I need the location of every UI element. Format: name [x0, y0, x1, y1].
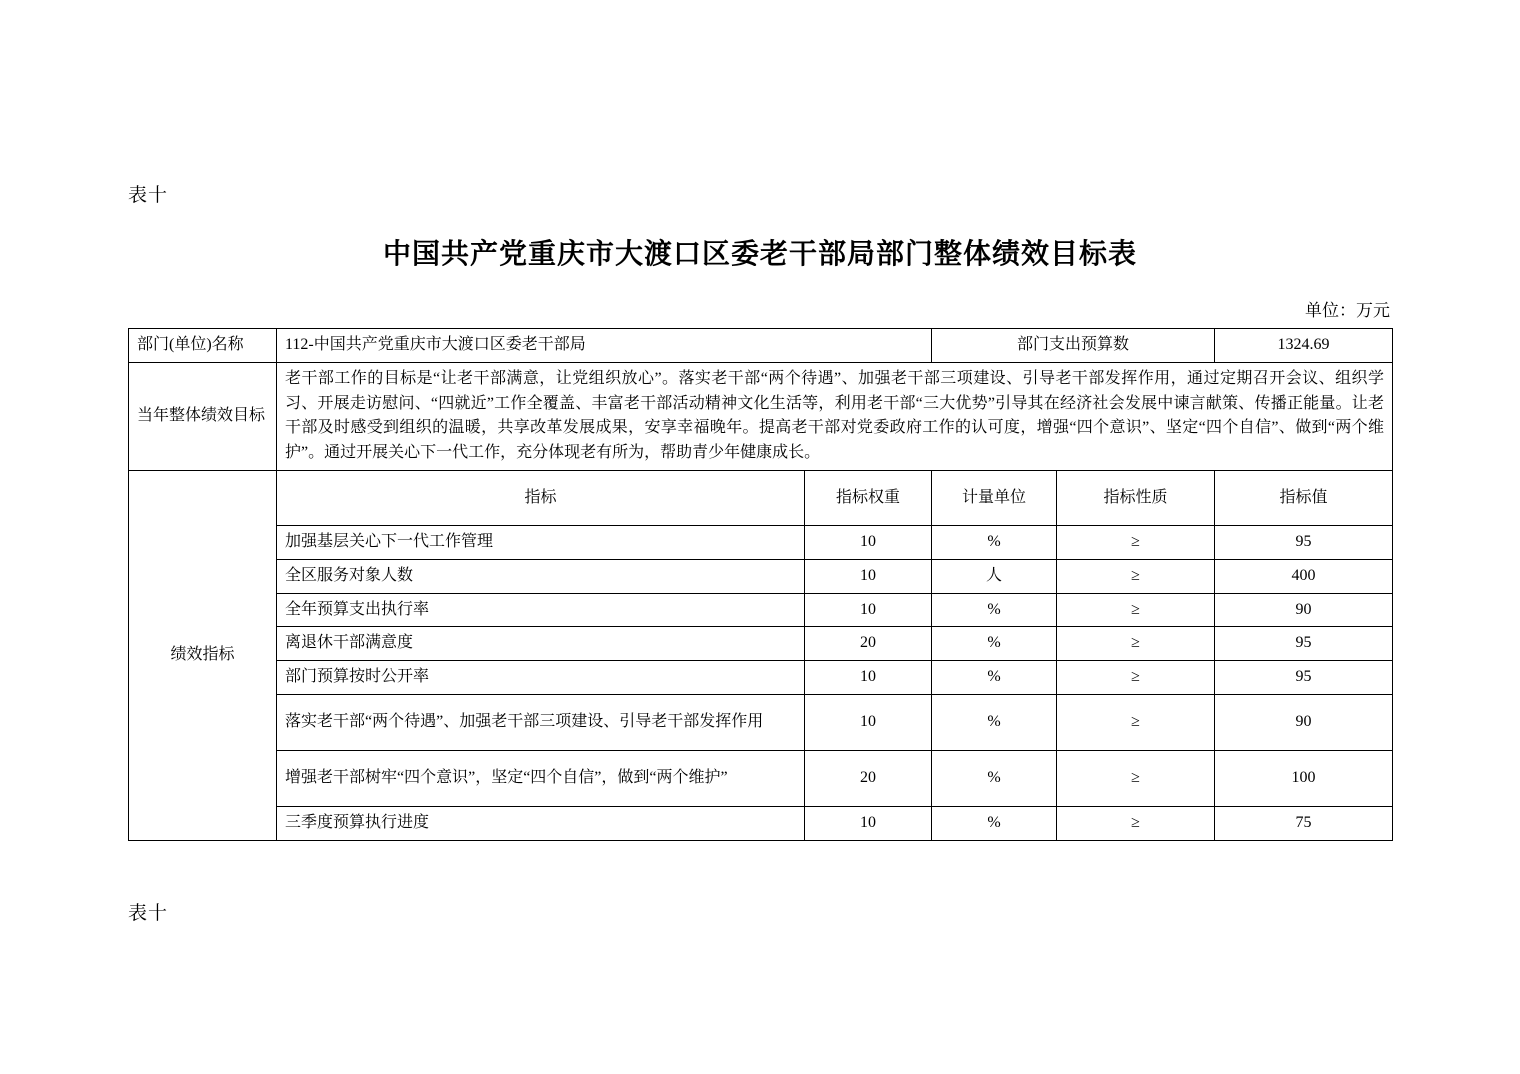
column-header-unit: 计量单位 [932, 470, 1057, 525]
column-header-value: 指标值 [1215, 470, 1393, 525]
column-header-indicator: 指标 [277, 470, 805, 525]
dept-name-value: 112-中国共产党重庆市大渡口区委老干部局 [277, 329, 932, 363]
table-row [129, 806, 1393, 840]
indicator-weight: 10 [805, 694, 932, 750]
table-row-annual-goal [129, 362, 1393, 470]
indicator-unit: % [932, 806, 1057, 840]
indicator-name: 落实老干部“两个待遇”、加强老干部三项建设、引导老干部发挥作用 [277, 694, 805, 750]
budget-label: 部门支出预算数 [932, 329, 1215, 363]
table-row-header [129, 470, 1393, 525]
indicator-value: 100 [1215, 750, 1393, 806]
performance-goal-table [128, 328, 1393, 841]
indicator-value: 90 [1215, 694, 1393, 750]
dept-name-label: 部门(单位)名称 [129, 329, 277, 363]
indicator-nature: ≥ [1057, 661, 1215, 695]
unit-note: 单位：万元 [1305, 301, 1390, 320]
indicator-value: 90 [1215, 593, 1393, 627]
indicator-value: 95 [1215, 627, 1393, 661]
indicator-weight: 10 [805, 559, 932, 593]
indicator-unit: % [932, 593, 1057, 627]
indicator-name: 加强基层关心下一代工作管理 [277, 525, 805, 559]
table-row [129, 559, 1393, 593]
indicator-value: 95 [1215, 525, 1393, 559]
indicator-value: 95 [1215, 661, 1393, 695]
indicator-name: 全区服务对象人数 [277, 559, 805, 593]
indicator-name: 部门预算按时公开率 [277, 661, 805, 695]
indicator-nature: ≥ [1057, 806, 1215, 840]
indicator-name: 离退休干部满意度 [277, 627, 805, 661]
indicator-unit: % [932, 525, 1057, 559]
indicator-nature: ≥ [1057, 525, 1215, 559]
annual-goal-text: 老干部工作的目标是“让老干部满意，让党组织放心”。落实老干部“两个待遇”、加强老干部三项建设、引导老干部发挥作用，通过定期召开会议、组织学习、开展走访慰问、“四就近”工作全覆盖、丰富老干部活动精神文化生活等，利用老干部“三大优势”引导其在经济社会发展中谏言献策、传播正能量。让老干部及时感受到组织的温暖，共享改革发展成果，安享幸福晚年。提高老干部对党委政府工作的认可度，增强“四个意识”、坚定“四个自信”、做到“两个维护”。通过开展关心下一代工作，充分体现老有所为，帮助青少年健康成长。 [277, 362, 1393, 470]
performance-indicator-label: 绩效指标 [129, 470, 277, 840]
indicator-nature: ≥ [1057, 593, 1215, 627]
indicator-weight: 10 [805, 525, 932, 559]
annual-goal-label: 当年整体绩效目标 [129, 362, 277, 470]
table-tag-top: 表十 [128, 185, 169, 206]
indicator-nature: ≥ [1057, 694, 1215, 750]
indicator-weight: 10 [805, 661, 932, 695]
table-row [129, 750, 1393, 806]
indicator-unit: % [932, 661, 1057, 695]
indicator-name: 增强老干部树牢“四个意识”，坚定“四个自信”，做到“两个维护” [277, 750, 805, 806]
indicator-unit: % [932, 694, 1057, 750]
indicator-nature: ≥ [1057, 750, 1215, 806]
indicator-unit: 人 [932, 559, 1057, 593]
indicator-name: 三季度预算执行进度 [277, 806, 805, 840]
page-title: 中国共产党重庆市大渡口区委老干部局部门整体绩效目标表 [382, 239, 1137, 270]
indicator-weight: 20 [805, 627, 932, 661]
table-row [129, 593, 1393, 627]
column-header-nature: 指标性质 [1057, 470, 1215, 525]
indicator-nature: ≥ [1057, 627, 1215, 661]
budget-value: 1324.69 [1215, 329, 1393, 363]
indicator-value: 400 [1215, 559, 1393, 593]
table-row [129, 627, 1393, 661]
indicator-weight: 20 [805, 750, 932, 806]
table-tag-bottom: 表十 [128, 903, 169, 924]
table-row [129, 661, 1393, 695]
indicator-unit: % [932, 750, 1057, 806]
indicator-weight: 10 [805, 593, 932, 627]
table-row [129, 694, 1393, 750]
indicator-name: 全年预算支出执行率 [277, 593, 805, 627]
indicator-nature: ≥ [1057, 559, 1215, 593]
indicator-value: 75 [1215, 806, 1393, 840]
table-row-department [129, 329, 1393, 363]
table-row [129, 525, 1393, 559]
indicator-unit: % [932, 627, 1057, 661]
column-header-weight: 指标权重 [805, 470, 932, 525]
indicator-weight: 10 [805, 806, 932, 840]
